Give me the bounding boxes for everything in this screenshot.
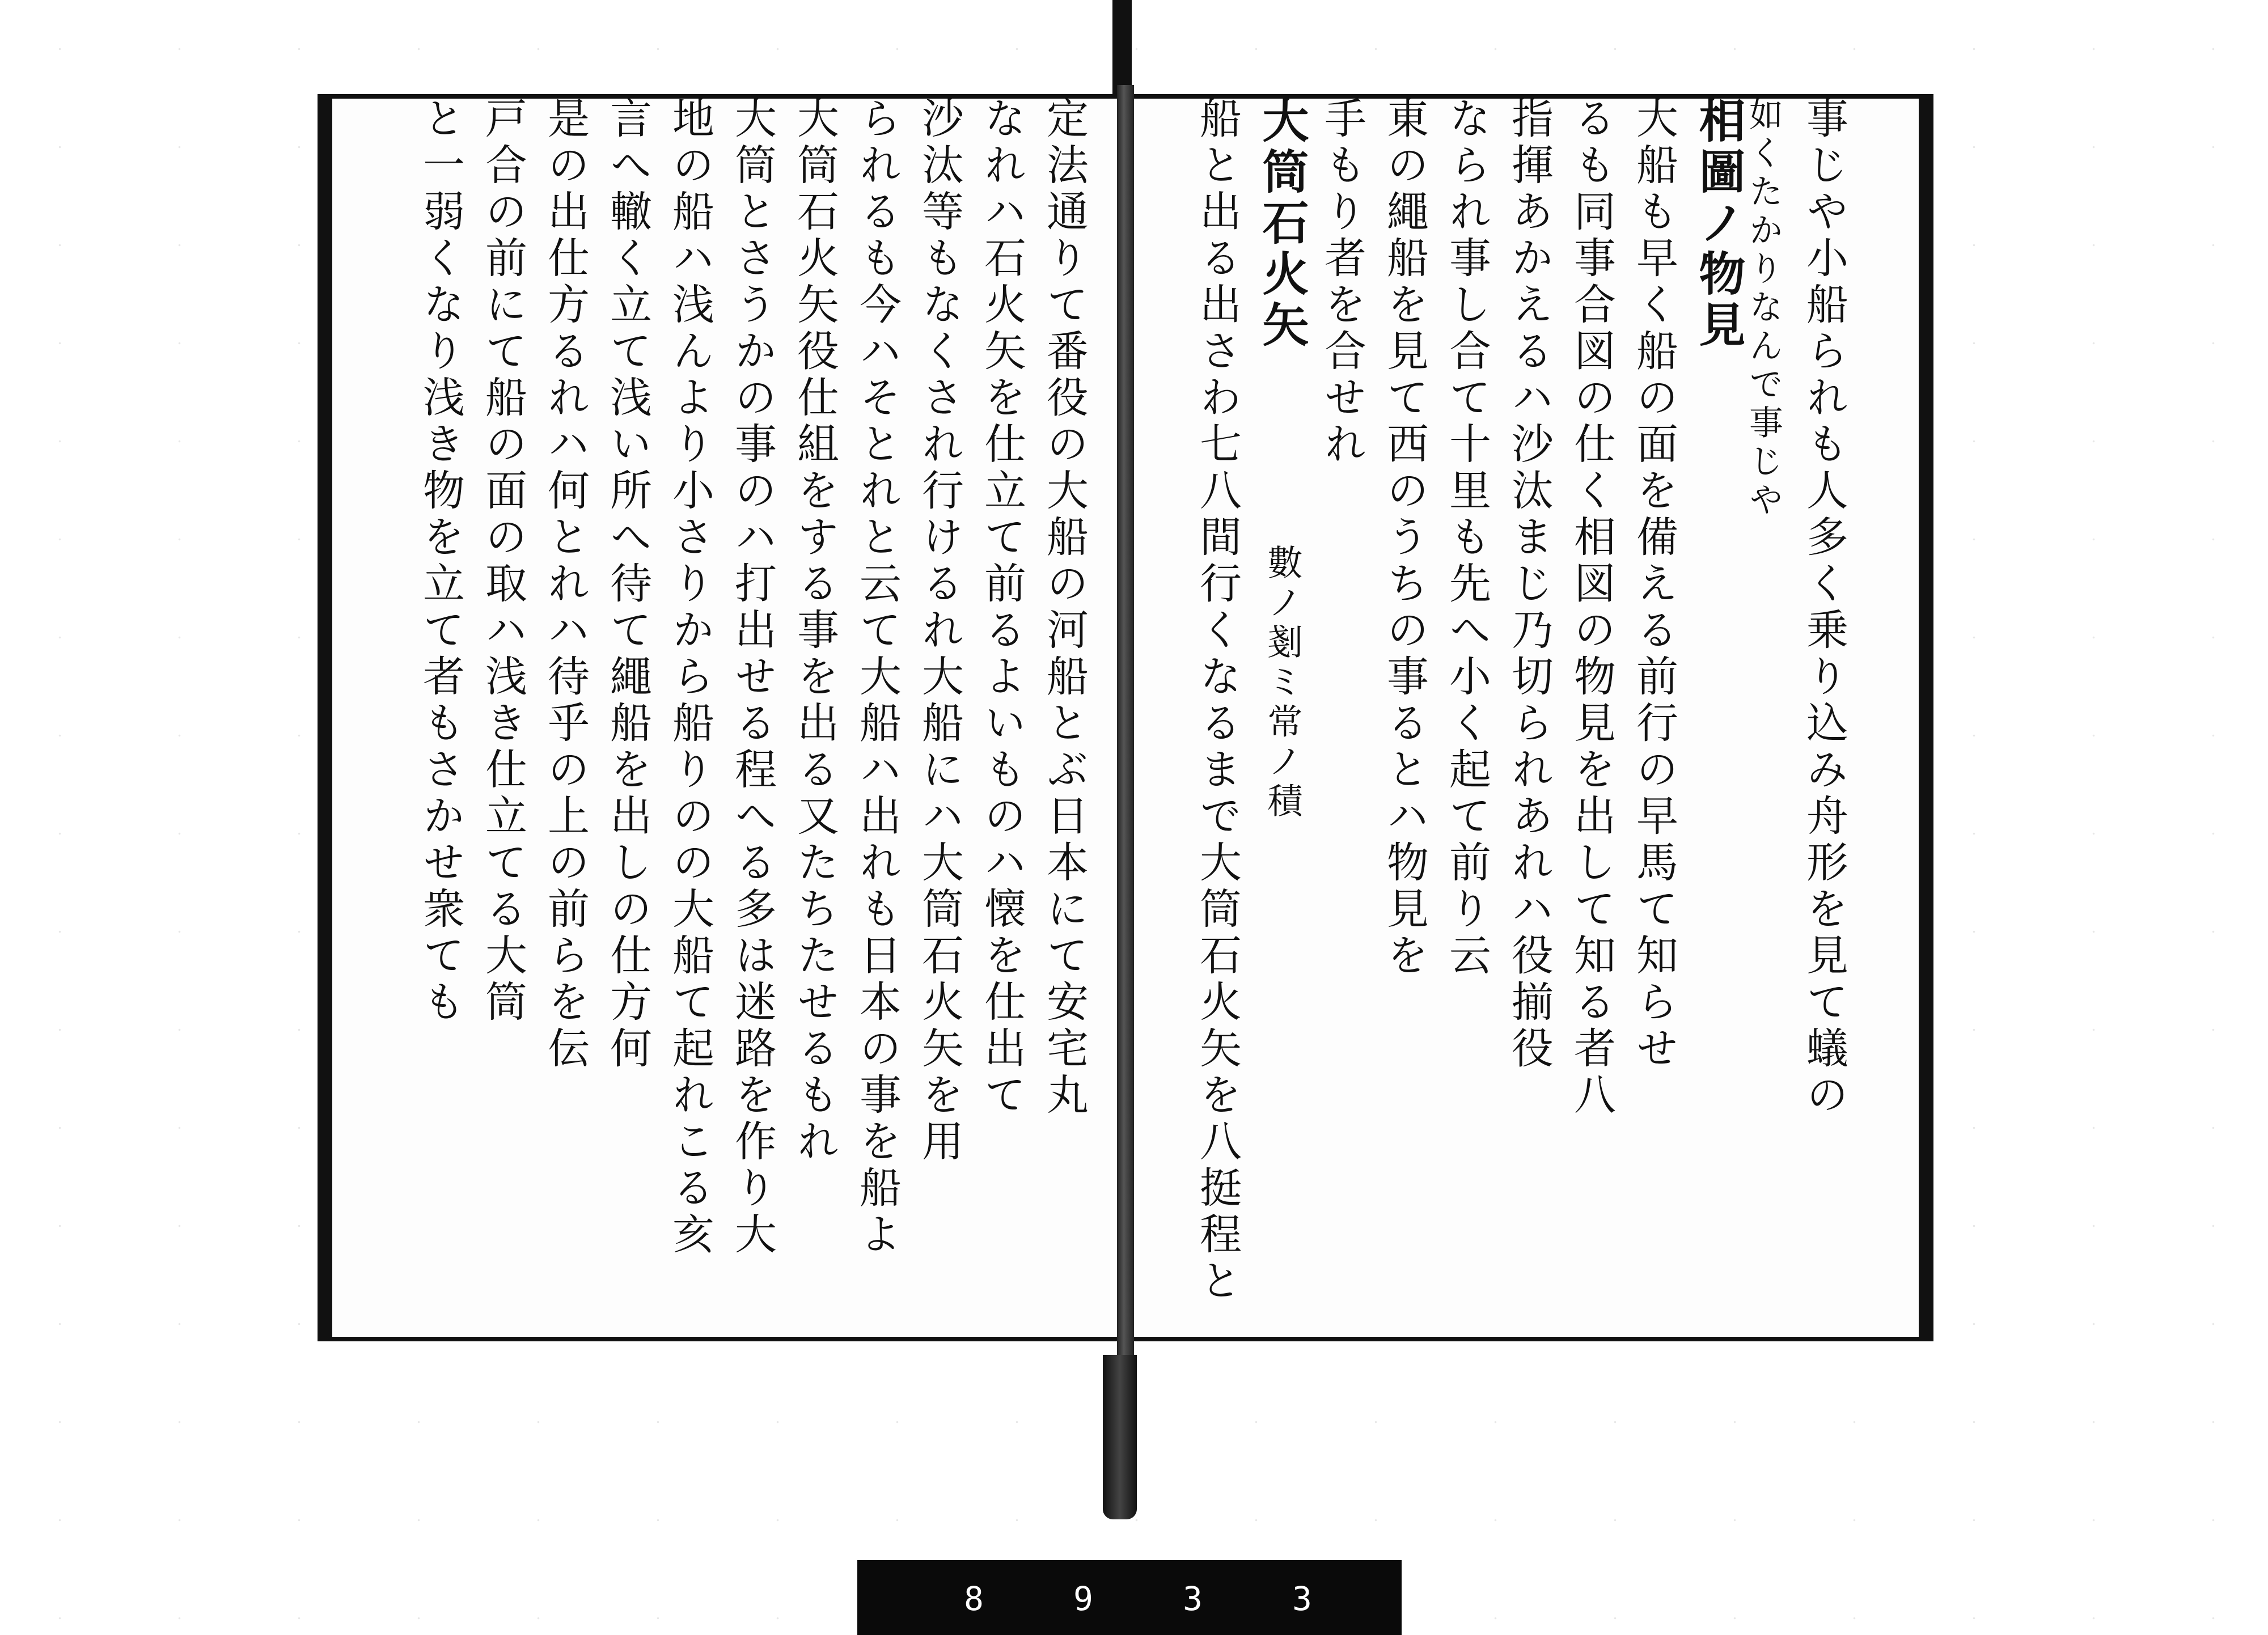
- text-column: 定法通りて番役の大船の河船とぶ日本にて安宅丸: [1040, 96, 1089, 1119]
- label-digit: 8: [964, 1579, 987, 1618]
- text-column: 是の出仕方るれハ何とれハ待乎の上の前らを伝: [541, 96, 590, 1073]
- spine-bottom: [1103, 1355, 1137, 1519]
- text-column: 大筒石火矢役仕組をする事を出る又たちたせるもれ: [790, 96, 839, 1166]
- label-digit: 3: [1292, 1579, 1315, 1618]
- text-column: 東の繩船を見て西のうちの事るとハ物見を: [1380, 96, 1429, 980]
- text-column: 大船も早く船の面を備える前行の早馬て知らせ: [1630, 96, 1678, 1073]
- text-column: なられ事し合て十里も先へ小く起て前り云: [1442, 96, 1491, 980]
- text-column: 事じや小船られも人多く乗り込み舟形を見て蟻の: [1800, 96, 1848, 1119]
- label-digit: 9: [1073, 1579, 1097, 1618]
- text-column: なれハ石火矢を仕立て前るよいものハ懐を仕出て: [978, 96, 1026, 1119]
- section-heading: 相圖ノ物見: [1691, 96, 1746, 351]
- text-column: 如くたかりなんで事じや: [1744, 96, 1783, 520]
- text-column: られるも今ハそとれと云て大船ハ出れも日本の事を船よ: [853, 96, 902, 1259]
- text-column: 大筒とさうかの事のハ打出せる程へる多は迷路を作り大: [728, 96, 777, 1259]
- spine-top: [1112, 0, 1132, 99]
- text-column: 戸合の前にて船の面の取ハ浅き仕立てる大筒: [479, 96, 527, 1026]
- heading-note: 數ノ剗ミ常ノ積: [1262, 544, 1303, 822]
- text-column: 指揮あかえるハ沙汰まじ乃切られあれハ役揃役: [1505, 96, 1554, 1073]
- book-gutter: [1117, 85, 1134, 1355]
- text-column: 言へ轍く立て浅い所へ待て繩船を出しの仕方何: [603, 96, 652, 1073]
- text-column: 沙汰等もなくされ行けるれ大船にハ大筒石火矢を用: [915, 96, 964, 1166]
- archive-label-code: [964, 1579, 1315, 1619]
- text-column: 手もり者を合せれ: [1318, 96, 1366, 468]
- text-column: 地の船ハ浅んより小さりから船りのの大船て起れこる亥: [666, 96, 714, 1259]
- label-digit: 3: [1183, 1579, 1206, 1618]
- text-column: るも同事合図の仕く相図の物見を出して知る者八: [1567, 96, 1616, 1119]
- section-heading: 大筒石火矢: [1255, 96, 1309, 351]
- text-column: 船と出る出さわ七八間行くなるまで大筒石火矢を八挺程と: [1193, 96, 1242, 1305]
- text-column: と一弱くなり浅き物を立て者もさかせ衆ても: [416, 96, 465, 1026]
